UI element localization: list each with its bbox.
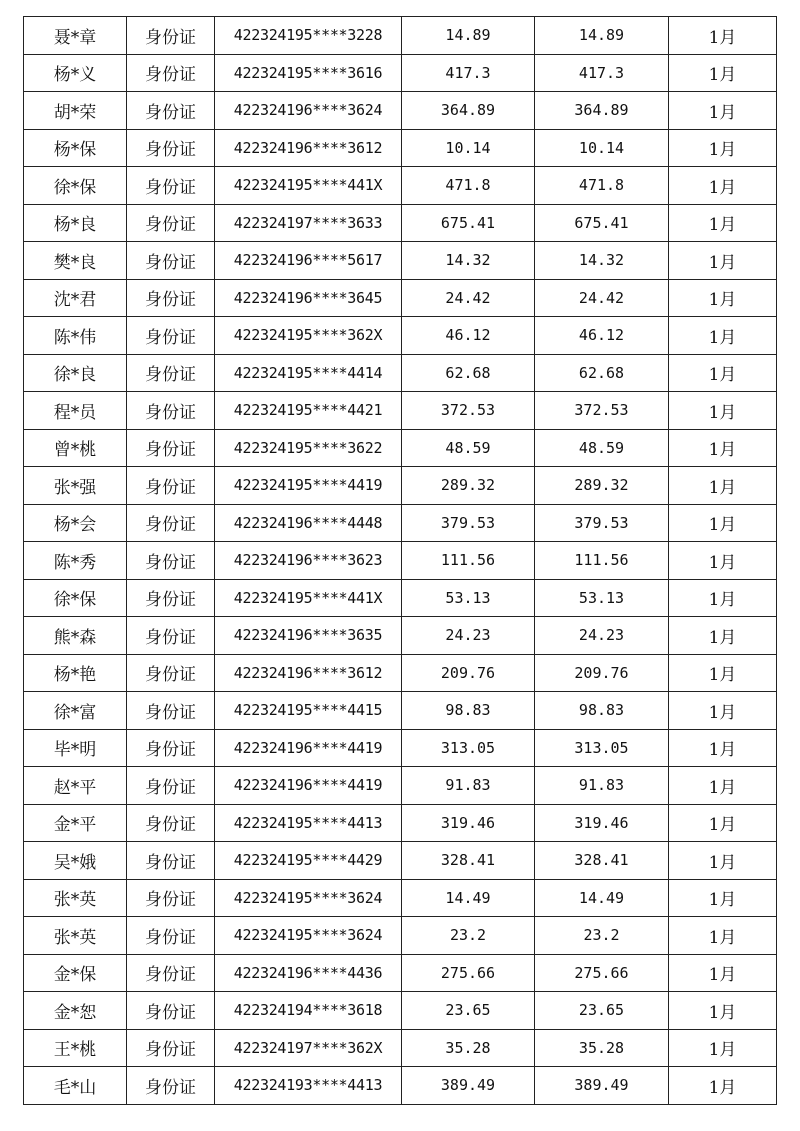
- id-type-cell: 身份证: [127, 692, 215, 730]
- name-cell: 金*恕: [24, 992, 127, 1030]
- name-cell: 杨*会: [24, 504, 127, 542]
- amount-paid-cell: 471.8: [535, 167, 669, 205]
- name-cell: 徐*富: [24, 692, 127, 730]
- amount-paid-cell: 111.56: [535, 542, 669, 580]
- id-number-cell: 422324196****3624: [215, 92, 402, 130]
- amount-paid-cell: 14.49: [535, 879, 669, 917]
- month-cell: 1月: [669, 17, 777, 55]
- amount-cell: 62.68: [402, 354, 535, 392]
- id-number-cell: 422324195****4421: [215, 392, 402, 430]
- month-cell: 1月: [669, 879, 777, 917]
- id-number-cell: 422324196****4448: [215, 504, 402, 542]
- subsidy-table: [23, 16, 777, 1105]
- id-type-cell: 身份证: [127, 579, 215, 617]
- id-type-cell: 身份证: [127, 1067, 215, 1105]
- name-cell: 毛*山: [24, 1067, 127, 1105]
- id-type-cell: 身份证: [127, 92, 215, 130]
- amount-paid-cell: 313.05: [535, 729, 669, 767]
- name-cell: 毕*明: [24, 729, 127, 767]
- table-row: [24, 579, 777, 617]
- id-type-cell: 身份证: [127, 654, 215, 692]
- month-cell: 1月: [669, 767, 777, 805]
- id-type-cell: 身份证: [127, 467, 215, 505]
- table-row: [24, 54, 777, 92]
- name-cell: 金*平: [24, 804, 127, 842]
- table-row: [24, 1067, 777, 1105]
- month-cell: 1月: [669, 917, 777, 955]
- name-cell: 杨*保: [24, 129, 127, 167]
- amount-paid-cell: 289.32: [535, 467, 669, 505]
- amount-paid-cell: 14.32: [535, 242, 669, 280]
- name-cell: 陈*伟: [24, 317, 127, 355]
- amount-cell: 275.66: [402, 954, 535, 992]
- table-body: [24, 17, 777, 1105]
- amount-cell: 209.76: [402, 654, 535, 692]
- table-row: [24, 354, 777, 392]
- amount-cell: 471.8: [402, 167, 535, 205]
- month-cell: 1月: [669, 1029, 777, 1067]
- amount-paid-cell: 328.41: [535, 842, 669, 880]
- amount-cell: 364.89: [402, 92, 535, 130]
- name-cell: 吴*娥: [24, 842, 127, 880]
- month-cell: 1月: [669, 729, 777, 767]
- amount-paid-cell: 209.76: [535, 654, 669, 692]
- amount-cell: 389.49: [402, 1067, 535, 1105]
- id-number-cell: 422324195****3624: [215, 917, 402, 955]
- month-cell: 1月: [669, 842, 777, 880]
- id-number-cell: 422324196****5617: [215, 242, 402, 280]
- amount-paid-cell: 53.13: [535, 579, 669, 617]
- month-cell: 1月: [669, 504, 777, 542]
- id-number-cell: 422324196****4436: [215, 954, 402, 992]
- amount-cell: 14.32: [402, 242, 535, 280]
- month-cell: 1月: [669, 354, 777, 392]
- id-number-cell: 422324195****4413: [215, 804, 402, 842]
- id-type-cell: 身份证: [127, 354, 215, 392]
- amount-cell: 35.28: [402, 1029, 535, 1067]
- id-number-cell: 422324195****3624: [215, 879, 402, 917]
- id-type-cell: 身份证: [127, 204, 215, 242]
- id-number-cell: 422324195****4419: [215, 467, 402, 505]
- amount-paid-cell: 389.49: [535, 1067, 669, 1105]
- amount-paid-cell: 417.3: [535, 54, 669, 92]
- id-number-cell: 422324196****3645: [215, 279, 402, 317]
- amount-paid-cell: 10.14: [535, 129, 669, 167]
- amount-paid-cell: 46.12: [535, 317, 669, 355]
- id-number-cell: 422324193****4413: [215, 1067, 402, 1105]
- name-cell: 王*桃: [24, 1029, 127, 1067]
- name-cell: 樊*良: [24, 242, 127, 280]
- month-cell: 1月: [669, 129, 777, 167]
- table-row: [24, 17, 777, 55]
- month-cell: 1月: [669, 1067, 777, 1105]
- amount-paid-cell: 372.53: [535, 392, 669, 430]
- amount-cell: 289.32: [402, 467, 535, 505]
- id-type-cell: 身份证: [127, 1029, 215, 1067]
- amount-cell: 48.59: [402, 429, 535, 467]
- table-row: [24, 279, 777, 317]
- id-number-cell: 422324195****4415: [215, 692, 402, 730]
- name-cell: 曾*桃: [24, 429, 127, 467]
- table-row: [24, 129, 777, 167]
- name-cell: 沈*君: [24, 279, 127, 317]
- amount-cell: 14.89: [402, 17, 535, 55]
- table-row: [24, 504, 777, 542]
- amount-paid-cell: 98.83: [535, 692, 669, 730]
- id-number-cell: 422324194****3618: [215, 992, 402, 1030]
- table-row: [24, 954, 777, 992]
- id-type-cell: 身份证: [127, 954, 215, 992]
- amount-cell: 379.53: [402, 504, 535, 542]
- name-cell: 杨*良: [24, 204, 127, 242]
- name-cell: 张*英: [24, 879, 127, 917]
- id-type-cell: 身份证: [127, 917, 215, 955]
- amount-paid-cell: 14.89: [535, 17, 669, 55]
- id-number-cell: 422324196****3612: [215, 129, 402, 167]
- table-row: [24, 654, 777, 692]
- amount-cell: 10.14: [402, 129, 535, 167]
- amount-cell: 319.46: [402, 804, 535, 842]
- name-cell: 陈*秀: [24, 542, 127, 580]
- name-cell: 徐*保: [24, 167, 127, 205]
- id-number-cell: 422324195****441X: [215, 579, 402, 617]
- month-cell: 1月: [669, 242, 777, 280]
- id-number-cell: 422324196****3623: [215, 542, 402, 580]
- name-cell: 金*保: [24, 954, 127, 992]
- id-type-cell: 身份证: [127, 617, 215, 655]
- amount-cell: 328.41: [402, 842, 535, 880]
- month-cell: 1月: [669, 617, 777, 655]
- table-row: [24, 879, 777, 917]
- amount-paid-cell: 91.83: [535, 767, 669, 805]
- month-cell: 1月: [669, 429, 777, 467]
- amount-cell: 53.13: [402, 579, 535, 617]
- id-type-cell: 身份证: [127, 242, 215, 280]
- table-row: [24, 204, 777, 242]
- id-type-cell: 身份证: [127, 767, 215, 805]
- amount-cell: 313.05: [402, 729, 535, 767]
- amount-paid-cell: 24.23: [535, 617, 669, 655]
- month-cell: 1月: [669, 804, 777, 842]
- amount-paid-cell: 319.46: [535, 804, 669, 842]
- table-row: [24, 617, 777, 655]
- table-row: [24, 429, 777, 467]
- table-row: [24, 917, 777, 955]
- id-type-cell: 身份证: [127, 17, 215, 55]
- amount-cell: 417.3: [402, 54, 535, 92]
- id-type-cell: 身份证: [127, 992, 215, 1030]
- id-type-cell: 身份证: [127, 729, 215, 767]
- name-cell: 程*员: [24, 392, 127, 430]
- amount-cell: 46.12: [402, 317, 535, 355]
- id-number-cell: 422324195****362X: [215, 317, 402, 355]
- month-cell: 1月: [669, 992, 777, 1030]
- id-number-cell: 422324196****4419: [215, 729, 402, 767]
- amount-paid-cell: 364.89: [535, 92, 669, 130]
- amount-paid-cell: 675.41: [535, 204, 669, 242]
- amount-cell: 14.49: [402, 879, 535, 917]
- id-type-cell: 身份证: [127, 167, 215, 205]
- month-cell: 1月: [669, 692, 777, 730]
- amount-cell: 23.2: [402, 917, 535, 955]
- id-number-cell: 422324196****3635: [215, 617, 402, 655]
- id-number-cell: 422324197****3633: [215, 204, 402, 242]
- table-row: [24, 542, 777, 580]
- table-row: [24, 242, 777, 280]
- id-number-cell: 422324195****4429: [215, 842, 402, 880]
- amount-paid-cell: 275.66: [535, 954, 669, 992]
- amount-paid-cell: 379.53: [535, 504, 669, 542]
- amount-cell: 675.41: [402, 204, 535, 242]
- table-row: [24, 842, 777, 880]
- month-cell: 1月: [669, 467, 777, 505]
- id-number-cell: 422324195****3622: [215, 429, 402, 467]
- id-type-cell: 身份证: [127, 54, 215, 92]
- month-cell: 1月: [669, 954, 777, 992]
- table-row: [24, 1029, 777, 1067]
- name-cell: 赵*平: [24, 767, 127, 805]
- table-row: [24, 317, 777, 355]
- name-cell: 熊*森: [24, 617, 127, 655]
- table-row: [24, 992, 777, 1030]
- id-type-cell: 身份证: [127, 129, 215, 167]
- id-type-cell: 身份证: [127, 504, 215, 542]
- amount-paid-cell: 23.2: [535, 917, 669, 955]
- month-cell: 1月: [669, 54, 777, 92]
- amount-paid-cell: 23.65: [535, 992, 669, 1030]
- name-cell: 杨*艳: [24, 654, 127, 692]
- table-row: [24, 767, 777, 805]
- table-row: [24, 467, 777, 505]
- month-cell: 1月: [669, 579, 777, 617]
- id-number-cell: 422324195****3228: [215, 17, 402, 55]
- id-type-cell: 身份证: [127, 279, 215, 317]
- name-cell: 徐*良: [24, 354, 127, 392]
- name-cell: 徐*保: [24, 579, 127, 617]
- amount-paid-cell: 35.28: [535, 1029, 669, 1067]
- amount-cell: 24.23: [402, 617, 535, 655]
- table-row: [24, 729, 777, 767]
- name-cell: 张*强: [24, 467, 127, 505]
- id-type-cell: 身份证: [127, 879, 215, 917]
- month-cell: 1月: [669, 279, 777, 317]
- id-number-cell: 422324196****4419: [215, 767, 402, 805]
- name-cell: 胡*荣: [24, 92, 127, 130]
- table-row: [24, 392, 777, 430]
- id-type-cell: 身份证: [127, 392, 215, 430]
- month-cell: 1月: [669, 542, 777, 580]
- id-number-cell: 422324195****441X: [215, 167, 402, 205]
- id-type-cell: 身份证: [127, 429, 215, 467]
- month-cell: 1月: [669, 167, 777, 205]
- month-cell: 1月: [669, 392, 777, 430]
- table-row: [24, 804, 777, 842]
- month-cell: 1月: [669, 204, 777, 242]
- amount-cell: 98.83: [402, 692, 535, 730]
- id-number-cell: 422324196****3612: [215, 654, 402, 692]
- amount-cell: 111.56: [402, 542, 535, 580]
- month-cell: 1月: [669, 317, 777, 355]
- id-type-cell: 身份证: [127, 317, 215, 355]
- amount-cell: 91.83: [402, 767, 535, 805]
- name-cell: 张*英: [24, 917, 127, 955]
- id-number-cell: 422324195****3616: [215, 54, 402, 92]
- month-cell: 1月: [669, 654, 777, 692]
- table-row: [24, 692, 777, 730]
- table-row: [24, 92, 777, 130]
- amount-paid-cell: 24.42: [535, 279, 669, 317]
- amount-cell: 372.53: [402, 392, 535, 430]
- amount-paid-cell: 48.59: [535, 429, 669, 467]
- name-cell: 聂*章: [24, 17, 127, 55]
- id-number-cell: 422324197****362X: [215, 1029, 402, 1067]
- table-row: [24, 167, 777, 205]
- name-cell: 杨*义: [24, 54, 127, 92]
- month-cell: 1月: [669, 92, 777, 130]
- amount-cell: 24.42: [402, 279, 535, 317]
- id-type-cell: 身份证: [127, 542, 215, 580]
- amount-cell: 23.65: [402, 992, 535, 1030]
- id-number-cell: 422324195****4414: [215, 354, 402, 392]
- id-type-cell: 身份证: [127, 842, 215, 880]
- amount-paid-cell: 62.68: [535, 354, 669, 392]
- id-type-cell: 身份证: [127, 804, 215, 842]
